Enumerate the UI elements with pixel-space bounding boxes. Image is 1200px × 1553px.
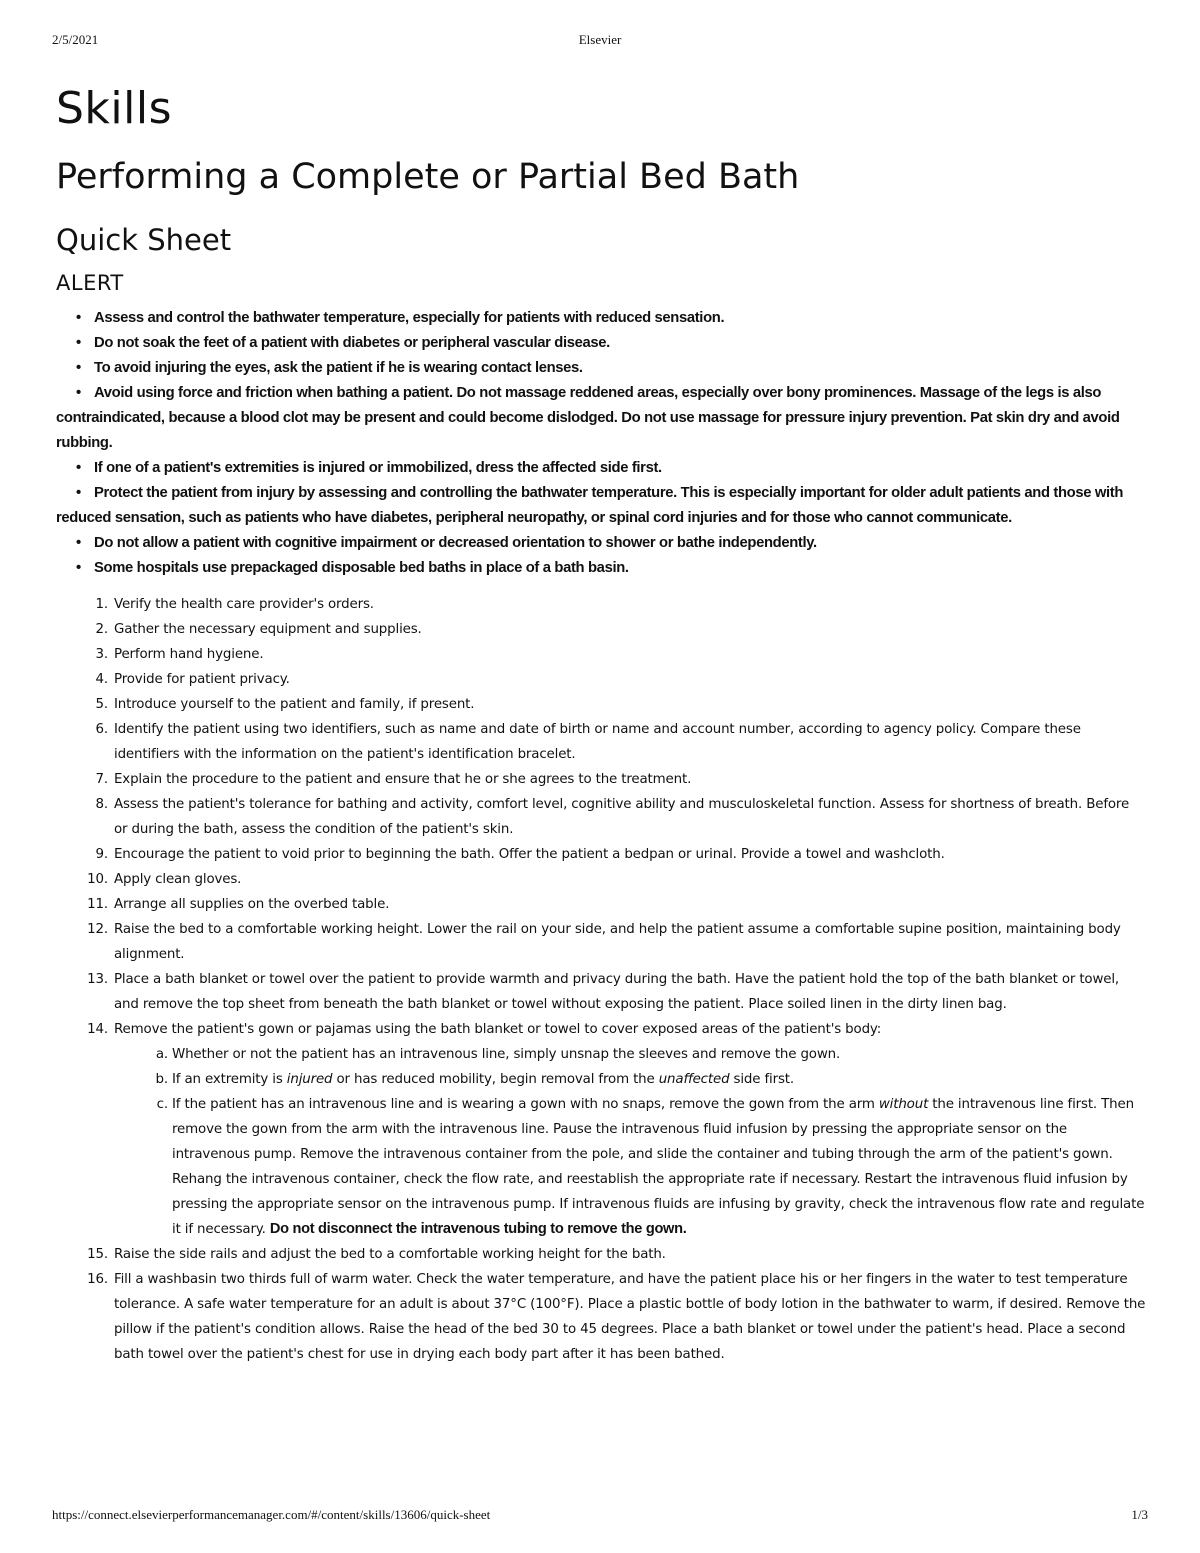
step-item: 16. Fill a washbasin two thirds full of warm water. Check the water temperature, and have the patient place his or her fingers in the water to test temperature tolerance. A safe water temperature for an adult is about 37°C (100°F). Place a plastic bottle of body lotion in the bathwater to warm, if desired. Remove the pillow if the patient's condition allows. Raise the head of the bed 30 to 45 degrees. Place a bath blanket or towel under the patient's head. Place a second bath towel over the patient's chest for use in drying each body part after it has been bathed. (87, 1272, 1146, 1362)
page-url: https://connect.elsevierperformancemanager.com/#/content/skills/13606/quick-sheet (52, 1507, 491, 1522)
alert-item: • Do not soak the feet of a patient with diabetes or peripheral vascular disease. (56, 331, 1146, 356)
bullet-icon: • (76, 460, 81, 476)
step-item: 2. Gather the necessary equipment and supplies. (95, 622, 422, 637)
alert-heading: ALERT (56, 271, 124, 295)
step-item: 10. Apply clean gloves. (87, 872, 242, 887)
step-item: 5. Introduce yourself to the patient and family, if present. (95, 697, 475, 712)
substep-list (114, 1042, 1146, 1242)
print-footer (52, 1507, 1148, 1525)
bullet-icon: • (76, 385, 81, 401)
print-date: 2/5/2021 (52, 32, 99, 47)
document-body (56, 80, 1146, 1367)
step-item: 15. Raise the side rails and adjust the bed to a comfortable working height for the bath. (87, 1247, 666, 1262)
bullet-icon: • (76, 310, 81, 326)
alert-item: • Assess and control the bathwater temperature, especially for patients with reduced sensation. (56, 306, 1146, 331)
page-number: 1/3 (1131, 1507, 1148, 1522)
bullet-icon: • (76, 360, 81, 376)
print-header (52, 32, 1148, 50)
alert-item: • If one of a patient's extremities is injured or immobilized, dress the affected side first. (56, 456, 1146, 481)
step-item: 14. Remove the patient's gown or pajamas using the bath blanket or towel to cover exposed areas of the patient's body: a. Whether or not the patient has an intravenous line, simply unsnap the sleeves and remove the gown. b. If an extremity is injured or has reduced mobility, begin removal from the unaffected side first. c. If the patient has an intravenous line and is wearing a gown with no snaps, remove the gown from the arm without the intravenous line first. Then remove the gown from the arm with the intravenous line. Pause the intravenous fluid infusion by pressing the appropriate sensor on the intravenous pump. Remove the intravenous container from the pole, and slide the container and tubing through the arm of the patient's gown. Rehang the intravenous container, check the flow rate, and reestablish the appropriate rate if necessary. Restart the intravenous fluid infusion by pressing the appropriate sensor on the intravenous pump. If intravenous fluids are infusing by gravity, check the intravenous flow rate and regulate it if necessary. Do not disconnect the intravenous tubing to remove the gown. (56, 1017, 1146, 1242)
step-item: 6. Identify the patient using two identifiers, such as name and date of birth or name and account number, according to agency policy. Compare these identifiers with the information on the patient's identification bracelet. (95, 722, 1081, 762)
alert-item: • Avoid using force and friction when bathing a patient. Do not massage reddened areas, especially over bony prominences. Massage of the legs is also contraindicated, because a blood clot may be present and could become dislodged. Do not use massage for pressure injury prevention. Pat skin dry and avoid rubbing. (56, 381, 1146, 456)
step-item: 12. Raise the bed to a comfortable working height. Lower the rail on your side, and help the patient assume a comfortable supine position, maintaining body alignment. (87, 922, 1121, 962)
step-item: 1. Verify the health care provider's orders. (95, 597, 374, 612)
alert-item: • Some hospitals use prepackaged disposable bed baths in place of a bath basin. (56, 556, 1146, 581)
step-item: 7. Explain the procedure to the patient and ensure that he or she agrees to the treatment. (95, 772, 692, 787)
step-item: 11. Arrange all supplies on the overbed table. (87, 897, 390, 912)
print-site-title: Elsevier (578, 32, 622, 47)
procedure-steps (56, 592, 1146, 1367)
step-item: 4. Provide for patient privacy. (95, 672, 290, 687)
substep-item: c. If the patient has an intravenous line and is wearing a gown with no snaps, remove the gown from the arm without the intravenous line first. Then remove the gown from the arm with the intravenous line. Pause the intravenous fluid infusion by pressing the appropriate sensor on the intravenous pump. Remove the intravenous container from the pole, and slide the container and tubing through the arm of the patient's gown. Rehang the intravenous container, check the flow rate, and reestablish the appropriate rate if necessary. Restart the intravenous fluid infusion by pressing the appropriate sensor on the intravenous pump. If intravenous fluids are infusing by gravity, check the intravenous flow rate and regulate it if necessary. Do not disconnect the intravenous tubing to remove the gown. (156, 1097, 1145, 1237)
bullet-icon: • (76, 560, 81, 576)
step-item: 8. Assess the patient's tolerance for bathing and activity, comfort level, cognitive ability and musculoskeletal function. Assess for shortness of breath. Before or during the bath, assess the condition of the patient's skin. (95, 797, 1130, 837)
step-item: 9. Encourage the patient to void prior to beginning the bath. Offer the patient a bedpan or urinal. Provide a towel and washcloth. (95, 847, 945, 862)
category-heading: Skills (56, 83, 173, 134)
step-item: 3. Perform hand hygiene. (95, 647, 264, 662)
alert-item: • Do not allow a patient with cognitive impairment or decreased orientation to shower or bathe independently. (56, 531, 1146, 556)
alert-item: • To avoid injuring the eyes, ask the patient if he is wearing contact lenses. (56, 356, 1146, 381)
substep-item: a. Whether or not the patient has an intravenous line, simply unsnap the sleeves and remove the gown. (155, 1047, 841, 1062)
substep-item: b. If an extremity is injured or has reduced mobility, begin removal from the unaffected side first. (155, 1072, 794, 1087)
page-title: Performing a Complete or Partial Bed Bath (56, 157, 800, 197)
section-heading: Quick Sheet (56, 223, 232, 257)
alert-list (56, 306, 1146, 581)
step-item: 13. Place a bath blanket or towel over the patient to provide warmth and privacy during the bath. Have the patient hold the top of the bath blanket or towel, and remove the top sheet from beneath the bath blanket or towel without exposing the patient. Place soiled linen in the dirty linen bag. (87, 972, 1120, 1012)
warning-text: Do not disconnect the intravenous tubing to remove the gown. (269, 1221, 687, 1237)
alert-item: • Protect the patient from injury by assessing and controlling the bathwater temperature. This is especially important for older adult patients and those with reduced sensation, such as patients who have diabetes, peripheral neuropathy, or spinal cord injuries and for those who cannot communicate. (56, 481, 1146, 531)
bullet-icon: • (76, 535, 81, 551)
bullet-icon: • (76, 335, 81, 351)
bullet-icon: • (76, 485, 81, 501)
